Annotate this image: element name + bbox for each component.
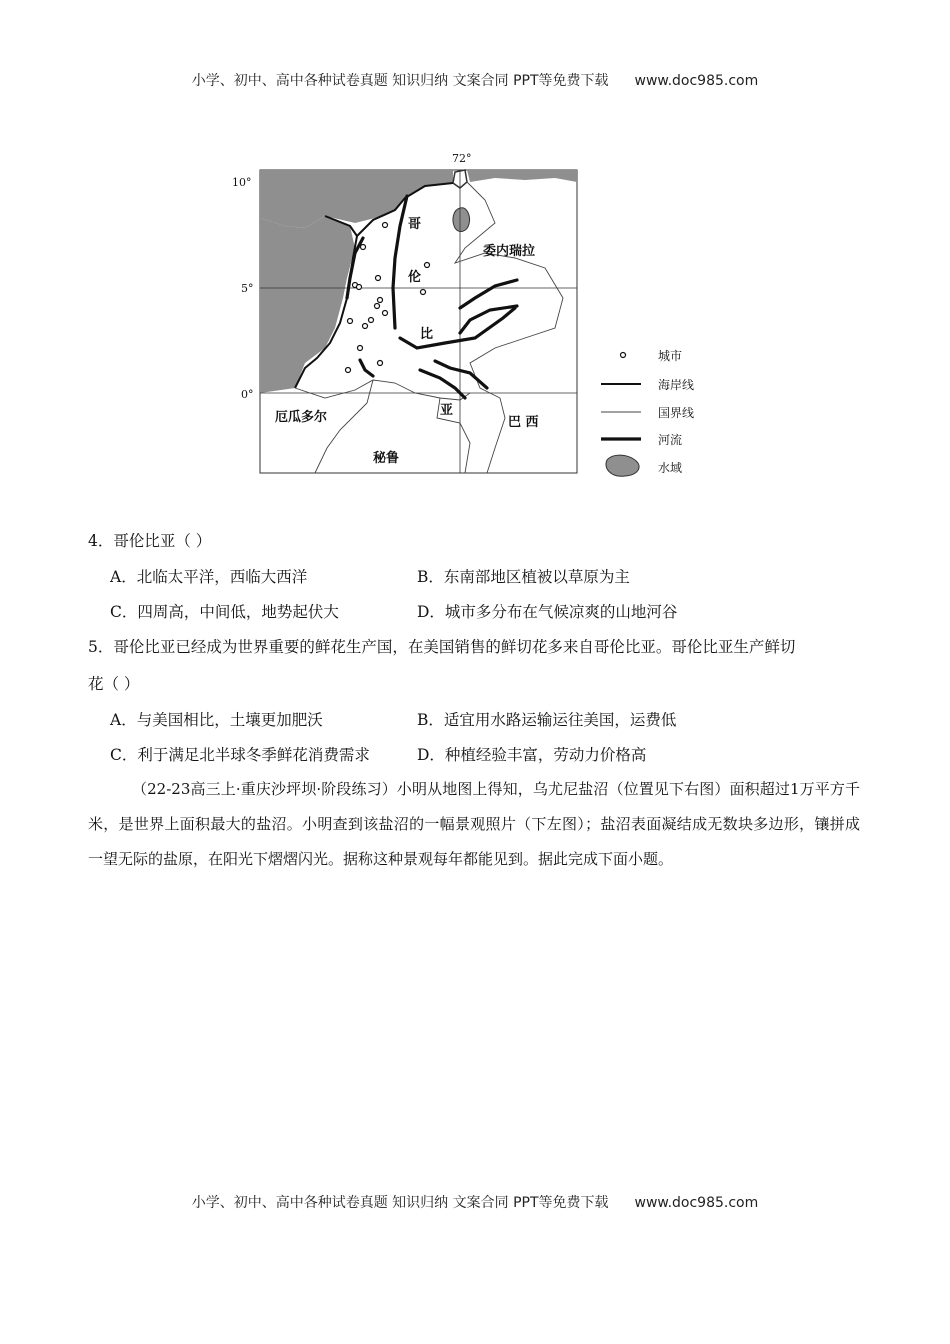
label-colombia-4: 亚 <box>440 403 454 418</box>
map-legend <box>601 349 694 476</box>
footer-url[interactable]: www.doc985.com <box>634 1195 759 1211</box>
q4-option-c[interactable]: C．四周高，中间低，地势起伏大 <box>110 603 339 621</box>
city-marker <box>357 285 362 290</box>
city-marker <box>383 311 388 316</box>
city-marker <box>348 319 353 324</box>
city-marker <box>421 290 426 295</box>
city-marker <box>363 324 368 329</box>
q5-option-d[interactable]: D．种植经验丰富，劳动力价格高 <box>417 746 647 764</box>
q5-option-c[interactable]: C．利于满足北半球冬季鲜花消费需求 <box>110 746 370 764</box>
label-colombia-1: 哥 <box>408 217 422 232</box>
label-colombia-2: 伦 <box>408 270 422 285</box>
city-marker <box>369 318 374 323</box>
lake-maracaibo <box>453 208 470 232</box>
label-colombia-3: 比 <box>420 327 434 342</box>
city-marker <box>378 298 383 303</box>
passage-text: （22-23高三上·重庆沙坪坝·阶段练习）小明从地图上得知，乌尤尼盐沼（位置见下右图）面积超过1万平方千米，是世界上面积最大的盐沼。小明查到该盐沼的一幅景观照片（下左图）；盐沼表面凝结成无数块多边形，镶拼成一望无际的盐原，在阳光下熠熠闪光。据称这种景观每年都能见到。据此完成下面小题。 <box>88 780 860 868</box>
legend-city-symbol <box>621 353 626 358</box>
city-marker <box>346 368 351 373</box>
q4-stem: 4．哥伦比亚（ ） <box>88 532 212 550</box>
q5-option-b[interactable]: B．适宜用水路运输运往美国，运费低 <box>417 711 677 729</box>
q5-option-a[interactable]: A．与美国相比，土壤更加肥沃 <box>110 711 323 729</box>
q5-stem-line2: 花（ ） <box>88 675 140 693</box>
q4-option-a[interactable]: A．北临太平洋，西临大西洋 <box>110 568 308 586</box>
colombia-map <box>232 148 715 483</box>
legend-coastline: 海岸线 <box>658 378 695 392</box>
city-marker <box>358 346 363 351</box>
label-ecuador: 厄瓜多尔 <box>275 410 328 425</box>
city-marker <box>375 304 380 309</box>
header-text: 小学、初中、高中各种试卷真题 知识归纳 文案合同 PPT等免费下载 <box>191 73 609 89</box>
legend-water-symbol <box>606 455 639 476</box>
city-marker <box>425 263 430 268</box>
header-url[interactable]: www.doc985.com <box>634 73 759 89</box>
q4-option-b[interactable]: B．东南部地区植被以草原为主 <box>417 568 630 586</box>
city-marker <box>378 361 383 366</box>
lat-label-10: 10° <box>232 176 252 189</box>
city-marker <box>376 276 381 281</box>
city-marker <box>383 223 388 228</box>
lon-label: 72° <box>452 152 472 165</box>
label-brazil: 巴 西 <box>508 415 539 430</box>
legend-city: 城市 <box>658 349 683 363</box>
page-footer <box>0 1192 950 1212</box>
q4-option-d[interactable]: D．城市多分布在气候凉爽的山地河谷 <box>417 603 678 621</box>
q5-stem-line1: 5．哥伦比亚已经成为世界重要的鲜花生产国，在美国销售的鲜切花多来自哥伦比亚。哥伦比亚生产鲜切 <box>88 638 796 656</box>
city-marker <box>361 245 366 250</box>
page-header <box>0 70 950 90</box>
legend-water: 水域 <box>658 461 683 475</box>
label-venezuela: 委内瑞拉 <box>483 244 536 259</box>
legend-border: 国界线 <box>658 406 695 420</box>
legend-river: 河流 <box>658 433 683 447</box>
lat-label-5: 5° <box>241 282 254 295</box>
lat-label-0: 0° <box>241 388 254 401</box>
label-peru: 秘鲁 <box>373 451 400 466</box>
footer-text: 小学、初中、高中各种试卷真题 知识归纳 文案合同 PPT等免费下载 <box>191 1195 609 1211</box>
